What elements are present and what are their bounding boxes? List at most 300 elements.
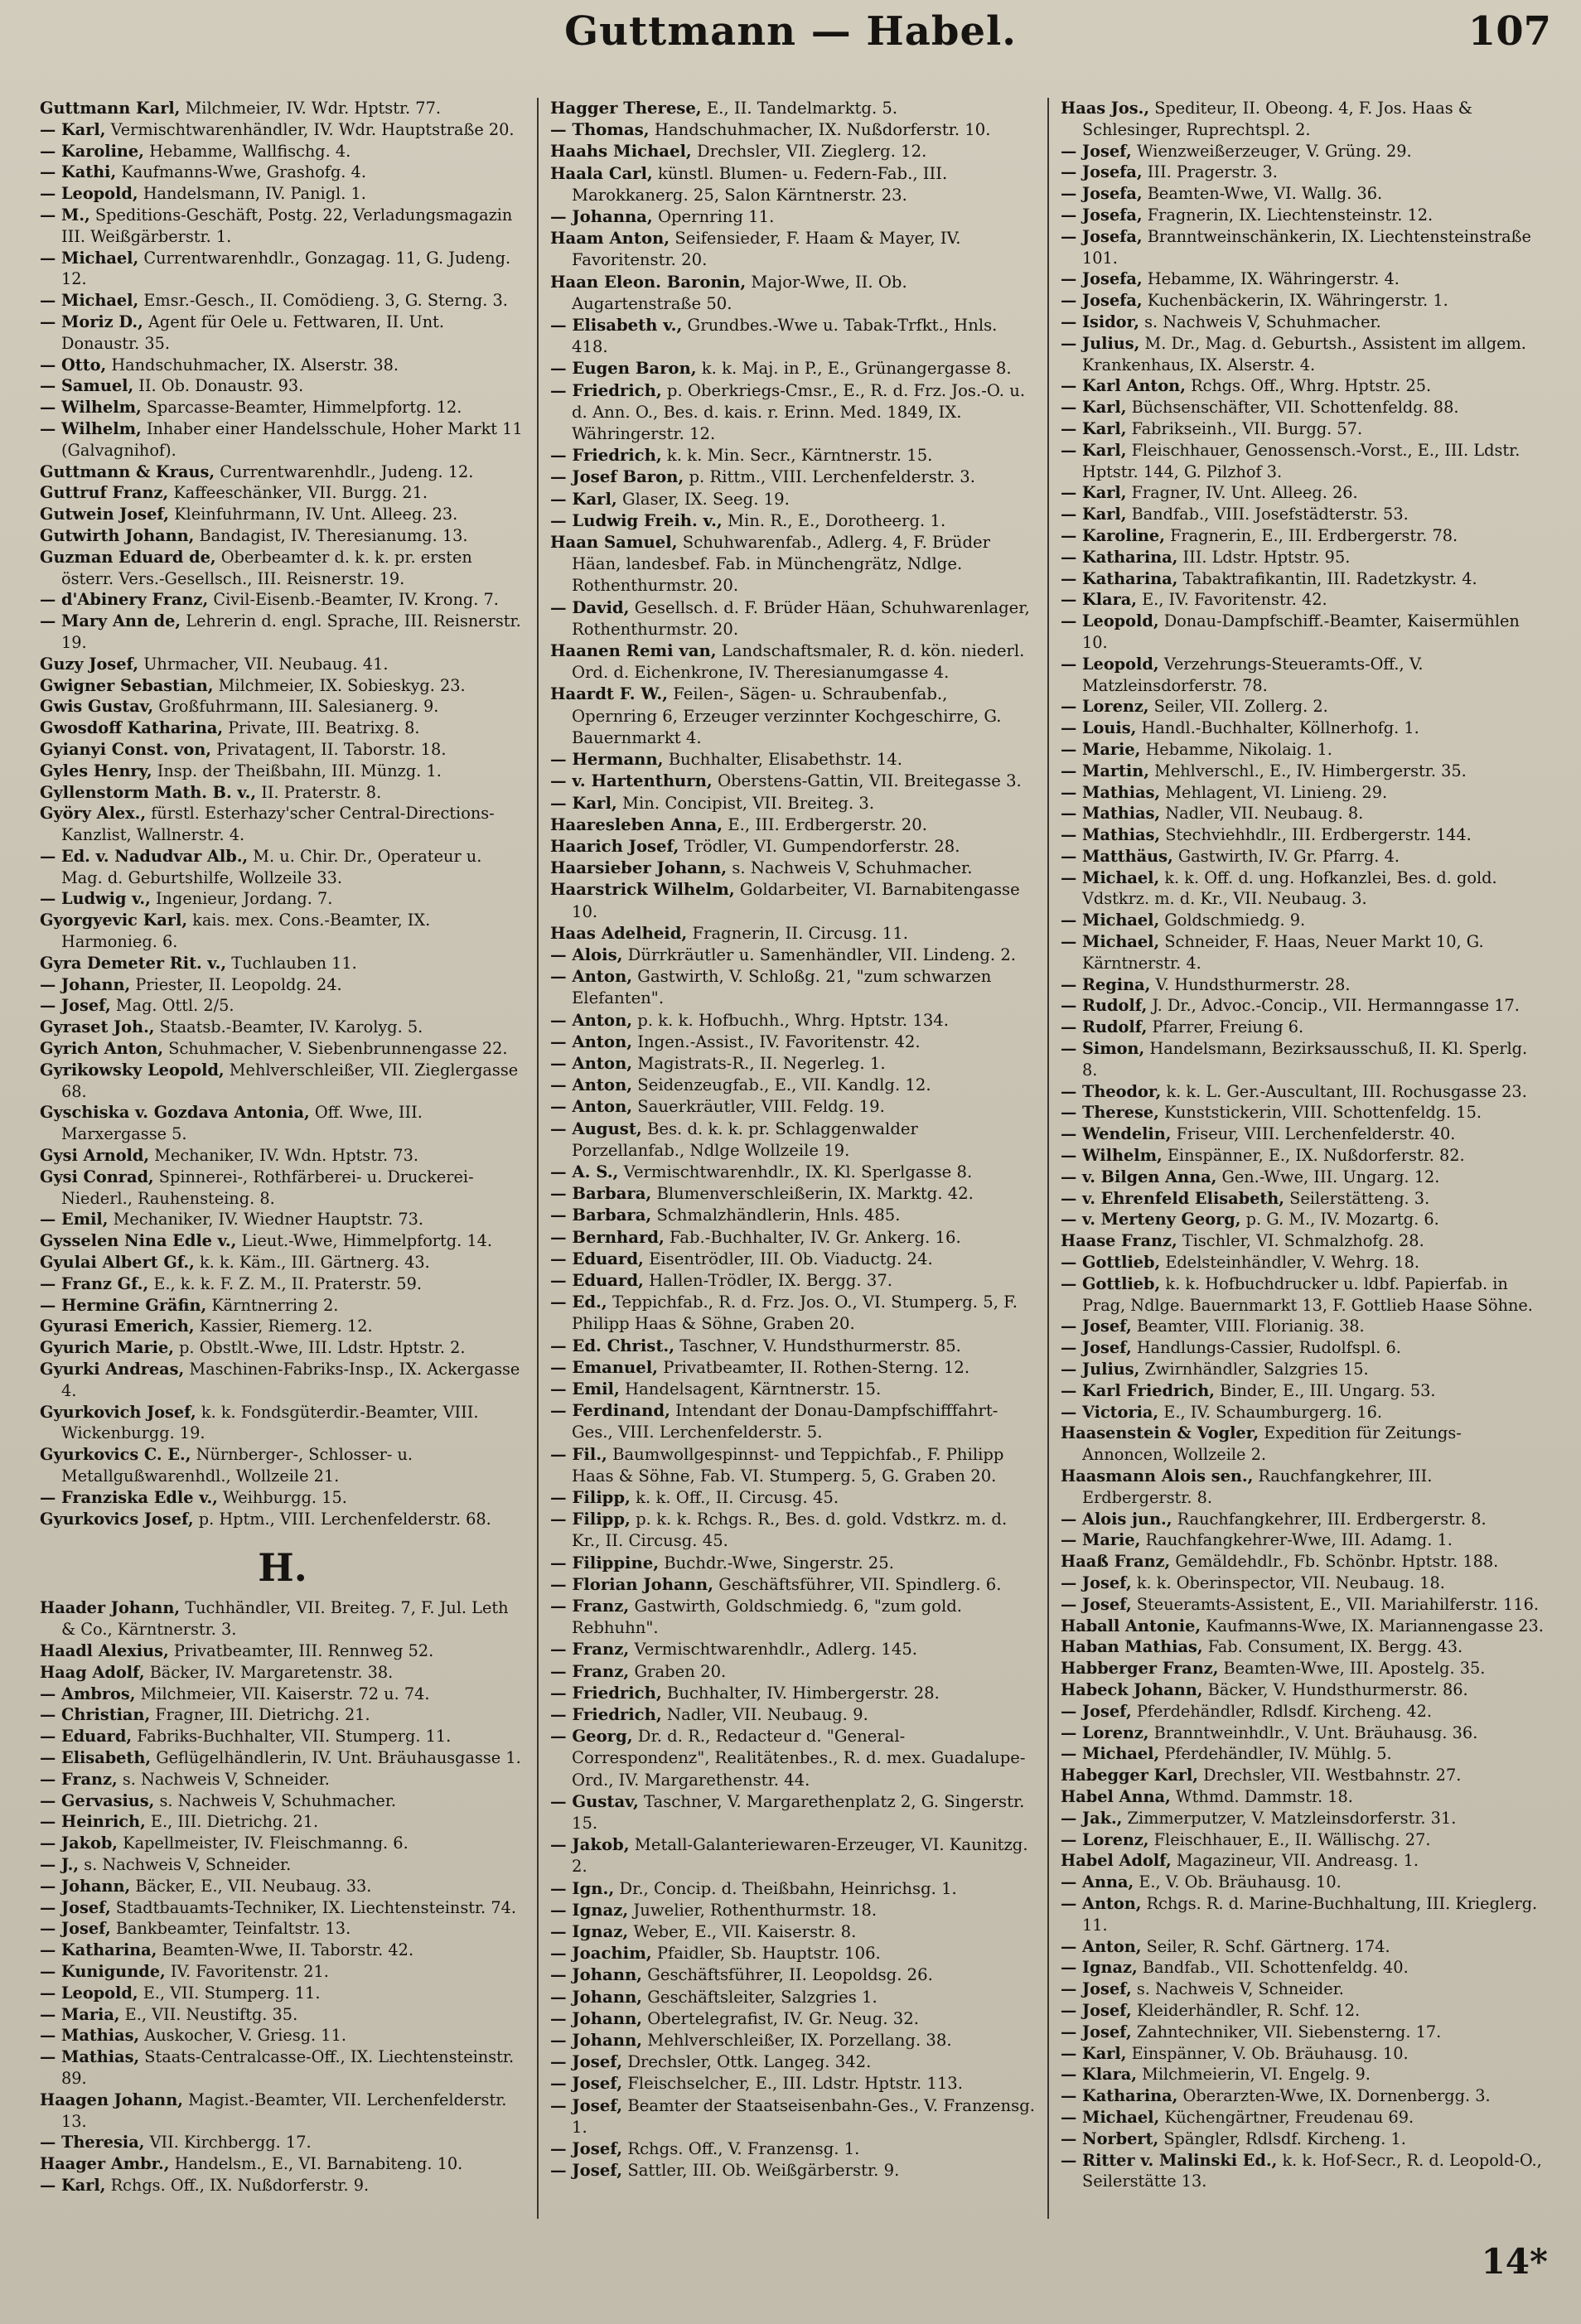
directory-entry xyxy=(40,953,525,974)
entry-detail: Kärntnerring 2. xyxy=(211,1295,339,1315)
entry-detail: Beamten-Wwe, III. Apostelg. 35. xyxy=(1223,1659,1486,1679)
entry-detail: V. Hundsthurmerstr. 28. xyxy=(1155,974,1351,994)
entry-detail: Fab. Consument, IX. Bergg. 43. xyxy=(1207,1637,1463,1657)
entry-name: — Thomas, xyxy=(550,120,650,140)
entry-detail: Emsr.-Gesch., II. Comödieng. 3, G. Sterng. 3. xyxy=(143,291,508,311)
directory-entry xyxy=(40,1273,525,1295)
entry-name: — M., xyxy=(40,205,90,225)
entry-detail: J. Dr., Advoc.-Concip., VII. Hermanngasse 17. xyxy=(1152,996,1520,1016)
entry-name: — Barbara, xyxy=(550,1205,652,1225)
entry-name: Haban Mathias, xyxy=(1061,1637,1203,1657)
entry-detail: Zahntechniker, VII. Siebensterng. 17. xyxy=(1136,2022,1442,2041)
directory-entry xyxy=(40,1747,525,1769)
directory-entry xyxy=(1061,1743,1546,1765)
entry-detail: Eisentrödler, III. Ob. Viaductg. 24. xyxy=(649,1249,933,1268)
entry-detail: Geschäftsführer, II. Leopoldsg. 26. xyxy=(647,1965,933,1985)
entry-name: — Ed., xyxy=(550,1292,607,1312)
entry-name: — Norbert, xyxy=(1061,2128,1159,2148)
entry-name: — Victoria, xyxy=(1061,1402,1159,1422)
entry-detail: Drechsler, Ottk. Langeg. 342. xyxy=(627,2052,872,2072)
entry-name: — Mathias, xyxy=(1061,804,1161,824)
entry-name: Gutwein Josef, xyxy=(40,505,170,524)
entry-name: — Josef, xyxy=(40,996,111,1016)
entry-name: Haadl Alexius, xyxy=(40,1640,169,1660)
directory-entry xyxy=(40,1897,525,1919)
directory-entry xyxy=(550,2051,1036,2073)
directory-entry xyxy=(1061,1145,1546,1167)
directory-entry xyxy=(1061,525,1546,547)
entry-name: — v. Hartenthurn, xyxy=(550,771,713,791)
entry-name: — Louis, xyxy=(1061,718,1137,738)
entry-detail: Priester, II. Leopoldg. 24. xyxy=(135,974,342,994)
entry-detail: Vermischtwarenhdlr., Adlerg. 145. xyxy=(634,1640,918,1660)
entry-name: — Josef, xyxy=(1061,1338,1132,1358)
entry-detail: Buchhalter, Elisabethstr. 14. xyxy=(668,750,902,770)
entry-name: — Fil., xyxy=(550,1444,607,1464)
entry-name: — Otto, xyxy=(40,355,107,374)
entry-detail: fürstl. Esterhazy'scher Central-Directions-Kanzlist, Wallnerstr. 4. xyxy=(61,804,495,845)
directory-entry xyxy=(40,1060,525,1103)
entry-name: — Emanuel, xyxy=(550,1357,658,1377)
directory-entry xyxy=(1061,1979,1546,2000)
directory-entry xyxy=(1061,1872,1546,1893)
directory-entry xyxy=(1061,1402,1546,1423)
entry-name: — Anton, xyxy=(550,1097,633,1117)
entry-name: — Joachim, xyxy=(550,1944,652,1964)
entry-detail: Bandfab., VII. Schottenfeldg. 40. xyxy=(1142,1958,1409,1978)
entry-name: — Anna, xyxy=(1061,1872,1134,1892)
entry-detail: k. k. Maj. in P., E., Grünangergasse 8. xyxy=(701,359,1012,379)
entry-name: — Josef, xyxy=(1061,1979,1132,1999)
entry-name: — Eduard, xyxy=(550,1270,644,1290)
directory-entry xyxy=(1061,1081,1546,1103)
entry-detail: Dürrkräutler u. Samenhändler, VII. Lindeng. 2. xyxy=(627,945,1017,964)
entry-name: — Mathias, xyxy=(40,2026,140,2046)
directory-entry xyxy=(40,654,525,675)
entry-detail: Off. Wwe, III. Marxergasse 5. xyxy=(61,1103,423,1144)
entry-detail: Fragner, IV. Unt. Alleeg. 26. xyxy=(1131,483,1358,503)
entry-detail: Staatsb.-Beamter, IV. Karolyg. 5. xyxy=(159,1017,423,1037)
directory-entry xyxy=(550,1791,1036,1834)
entry-detail: Oberstens-Gattin, VII. Breitegasse 3. xyxy=(717,771,1022,791)
entry-name: — Anton, xyxy=(1061,1893,1142,1913)
entry-detail: Ingenieur, Jordang. 7. xyxy=(156,889,333,909)
entry-name: Habegger Karl, xyxy=(1061,1766,1199,1785)
entry-detail: II. Praterstr. 8. xyxy=(261,782,382,802)
directory-entry xyxy=(1061,1893,1546,1936)
entry-detail: Gastwirth, Goldschmiedg. 6, "zum gold. Rebhuhn". xyxy=(572,1597,963,1638)
entry-name: Gyraset Joh., xyxy=(40,1017,155,1037)
directory-entry xyxy=(1061,1808,1546,1829)
entry-name: — Florian Johann, xyxy=(550,1574,713,1594)
entry-detail: p. k. k. Rchgs. R., Bes. d. gold. Vdstkrz. m. d. Kr., II. Circusg. 45. xyxy=(572,1510,1008,1551)
entry-detail: Intendant der Donau-Dampfschifffahrt-Ges., VIII. Lerchenfelderstr. 5. xyxy=(572,1401,998,1442)
directory-entry xyxy=(1061,824,1546,846)
section-letter: H. xyxy=(258,1545,307,1591)
directory-entry xyxy=(1061,1616,1546,1637)
entry-detail: E., VII. Stumperg. 11. xyxy=(143,1983,321,2003)
directory-entry xyxy=(1061,2000,1546,2022)
entry-name: — Johann, xyxy=(550,1965,643,1985)
entry-name: Haarich Josef, xyxy=(550,836,679,856)
entry-detail: Seiler, VII. Zollerg. 2. xyxy=(1153,697,1328,717)
entry-name: — Johanna, xyxy=(550,207,653,227)
entry-detail: E., V. Ob. Bräuhausg. 10. xyxy=(1139,1872,1342,1892)
entry-name: — Michael, xyxy=(1061,932,1160,952)
entry-detail: Tabaktrafikantin, III. Radetzkystr. 4. xyxy=(1182,568,1477,588)
directory-entry xyxy=(550,2160,1036,2181)
entry-name: — Josef Baron, xyxy=(550,467,684,487)
entry-name: Gwis Gustav, xyxy=(40,697,154,717)
entry-detail: Rauchfangkehrer, III. Erdbergerstr. 8. xyxy=(1177,1509,1487,1529)
entry-detail: E., IV. Schaumburgerg. 16. xyxy=(1163,1402,1383,1422)
entry-name: Gutwirth Johann, xyxy=(40,525,195,545)
entry-name: — Jakob, xyxy=(550,1835,630,1855)
entry-detail: Sattler, III. Ob. Weißgärberstr. 9. xyxy=(627,2161,900,2181)
directory-entry xyxy=(550,532,1036,597)
entry-name: — Ignaz, xyxy=(1061,1958,1138,1978)
entry-detail: Sparcasse-Beamter, Himmelpfortg. 12. xyxy=(146,398,462,418)
entry-name: Haasmann Alois sen., xyxy=(1061,1466,1254,1486)
entry-name: — Christian, xyxy=(40,1705,151,1725)
directory-entry xyxy=(40,355,525,376)
entry-detail: Gesellsch. d. F. Brüder Häan, Schuhwarenlager, Rothenthurmstr. 20. xyxy=(572,597,1030,639)
entry-name: Haahs Michael, xyxy=(550,142,692,162)
directory-entry xyxy=(1061,162,1546,183)
directory-entry xyxy=(1061,1658,1546,1679)
entry-detail: k. k. L. Ger.-Auscultant, III. Rochusgasse 23. xyxy=(1166,1081,1527,1101)
directory-entry xyxy=(1061,761,1546,782)
entry-name: — Karl, xyxy=(40,119,106,139)
entry-name: — Wendelin, xyxy=(1061,1124,1172,1144)
directory-entry xyxy=(1061,1551,1546,1573)
entry-name: Guttruf Franz, xyxy=(40,483,169,503)
entry-name: — Katharina, xyxy=(40,1940,157,1960)
directory-entry xyxy=(550,466,1036,488)
directory-entry xyxy=(1061,2128,1546,2150)
entry-name: — Johann, xyxy=(550,2008,643,2028)
entry-detail: Kapellmeister, IV. Fleischmanng. 6. xyxy=(123,1834,409,1853)
entry-detail: Fragnerin, II. Circusg. 11. xyxy=(692,923,908,943)
entry-detail: Fab.-Buchhalter, IV. Gr. Ankerg. 16. xyxy=(670,1227,961,1247)
entry-name: Gyorgyevic Karl, xyxy=(40,911,188,930)
entry-name: Haarstrick Wilhelm, xyxy=(550,880,735,900)
entry-detail: Magistrats-R., II. Negerleg. 1. xyxy=(637,1053,886,1073)
entry-detail: Bes. d. k. k. pr. Schlaggenwalder Porzellanfab., Ndlge Wollzeile 19. xyxy=(572,1119,918,1160)
entry-detail: Handl.-Buchhalter, Köllnerhofg. 1. xyxy=(1141,718,1419,738)
entry-detail: Oberarzten-Wwe, IX. Dornenbergg. 3. xyxy=(1182,2086,1491,2106)
directory-entry xyxy=(40,141,525,162)
page-header xyxy=(0,0,1581,91)
directory-entry xyxy=(550,163,1036,206)
directory-entry xyxy=(40,761,525,782)
entry-name: Gysi Arnold, xyxy=(40,1146,150,1166)
directory-entry xyxy=(1061,183,1546,205)
directory-entry xyxy=(40,1704,525,1726)
entry-detail: Taschner, V. Hundsthurmerstr. 85. xyxy=(679,1336,961,1355)
entry-detail: Milchmeier, IX. Sobieskyg. 23. xyxy=(218,675,466,695)
entry-detail: Seifensieder, F. Haam & Mayer, IV. Favoritenstr. 20. xyxy=(572,229,961,270)
entry-name: — Franziska Edle v., xyxy=(40,1487,218,1507)
entry-name: — Karl Anton, xyxy=(1061,376,1186,396)
entry-name: — Eduard, xyxy=(550,1249,644,1268)
entry-detail: Staats-Centralcasse-Off., IX. Liechtensteinstr. 89. xyxy=(61,2047,515,2088)
directory-entry xyxy=(40,2025,525,2046)
entry-name: — Filipp, xyxy=(550,1510,631,1529)
directory-entry xyxy=(1061,739,1546,761)
entry-name: — J., xyxy=(40,1854,80,1874)
directory-entry xyxy=(1061,1936,1546,1958)
entry-detail: k. k. Off., II. Circusg. 45. xyxy=(636,1488,839,1507)
directory-entry xyxy=(550,358,1036,379)
entry-name: Gyrich Anton, xyxy=(40,1039,164,1059)
entry-name: Gyulai Albert Gf., xyxy=(40,1253,195,1273)
directory-entry xyxy=(40,1209,525,1230)
entry-detail: Glaser, IX. Seeg. 19. xyxy=(621,489,790,509)
entry-detail: Handelsm., E., VI. Barnabiteng. 10. xyxy=(174,2154,463,2174)
directory-entry xyxy=(40,1854,525,1876)
entry-detail: Kleiderhändler, R. Schf. 12. xyxy=(1136,2000,1361,2020)
directory-entry xyxy=(1061,2085,1546,2107)
entry-detail: Blumenverschleißerin, IX. Marktg. 42. xyxy=(656,1184,974,1204)
directory-entry xyxy=(40,888,525,910)
entry-name: — Karl, xyxy=(550,489,617,509)
directory-entry xyxy=(550,1336,1036,1357)
entry-name: — Josef, xyxy=(1061,2022,1132,2041)
entry-detail: E., III. Erdbergerstr. 20. xyxy=(728,814,927,834)
entry-name: — Josefa, xyxy=(1061,205,1143,225)
entry-detail: Spediteur, II. Obeong. 4, F. Jos. Haas & Schlesinger, Ruprechtspl. 2. xyxy=(1082,99,1472,139)
entry-detail: Feilen-, Sägen- u. Schraubenfab., Opernring 6, Erzeuger verzinnter Kochgeschirre, G. Bauernmarkt 4. xyxy=(572,684,1002,747)
entry-detail: Beamter der Staatseisenbahn-Ges., V. Franzensg. 1. xyxy=(572,2095,1035,2137)
entry-detail: Juwelier, Rothenthurmstr. 18. xyxy=(633,1900,878,1920)
directory-entry xyxy=(1061,846,1546,867)
entry-detail: Mehlagent, VI. Linieng. 29. xyxy=(1165,782,1388,802)
directory-entry xyxy=(550,1900,1036,1921)
directory-entry xyxy=(550,489,1036,510)
entry-detail: Gastwirth, V. Schloßg. 21, "zum schwarzen Elefanten". xyxy=(572,967,992,1008)
directory-entry xyxy=(1061,1038,1546,1081)
directory-entry xyxy=(550,2138,1036,2160)
directory-entry xyxy=(1061,782,1546,804)
entry-detail: E., IV. Favoritenstr. 42. xyxy=(1142,590,1327,610)
entry-name: — Michael, xyxy=(40,291,139,311)
directory-entry xyxy=(40,547,525,590)
entry-name: Haagen Johann, xyxy=(40,2090,183,2109)
entry-name: — Klara, xyxy=(1061,2065,1137,2085)
directory-entry xyxy=(1061,1850,1546,1872)
entry-detail: Verzehrungs-Steueramts-Off., V. Matzleinsdorferstr. 78. xyxy=(1082,654,1424,695)
directory-entry xyxy=(1061,440,1546,483)
entry-detail: Maschinen-Fabriks-Insp., IX. Ackergasse 4. xyxy=(61,1360,520,1400)
entry-name: — Mathias, xyxy=(1061,825,1161,845)
directory-entry xyxy=(1061,1829,1546,1851)
directory-entry xyxy=(550,228,1036,271)
entry-name: — Friedrich, xyxy=(550,1705,662,1725)
entry-name: Haader Johann, xyxy=(40,1598,181,1618)
entry-name: — Josef, xyxy=(550,2161,623,2181)
directory-entry xyxy=(550,1032,1036,1053)
entry-name: — Alois, xyxy=(550,945,623,964)
directory-entry xyxy=(550,858,1036,879)
directory-entry xyxy=(40,2046,525,2090)
entry-name: Hagger Therese, xyxy=(550,99,702,118)
directory-entry xyxy=(40,739,525,761)
entry-detail: Min. Concipist, VII. Breiteg. 3. xyxy=(621,793,875,813)
directory-entry xyxy=(550,2073,1036,2094)
entry-name: — Karl, xyxy=(550,793,617,813)
entry-detail: Obertelegrafist, IV. Gr. Neug. 32. xyxy=(647,2008,919,2028)
directory-entry xyxy=(40,2090,525,2133)
entry-detail: Schuhmacher, V. Siebenbrunnengasse 22. xyxy=(168,1039,508,1059)
directory-entry xyxy=(550,1292,1036,1335)
directory-entry xyxy=(550,1683,1036,1704)
directory-entry xyxy=(40,1487,525,1509)
entry-name: Guzy Josef, xyxy=(40,654,139,674)
directory-entry xyxy=(550,793,1036,814)
directory-entry xyxy=(40,1811,525,1833)
directory-entry xyxy=(1061,226,1546,269)
directory-entry xyxy=(40,611,525,654)
entry-name: — Julius, xyxy=(1061,1360,1140,1379)
entry-name: — v. Bilgen Anna, xyxy=(1061,1167,1217,1186)
entry-name: Haarsieber Johann, xyxy=(550,858,728,878)
entry-detail: Mehlverschleißer, VII. Zieglergasse 68. xyxy=(61,1060,519,1101)
directory-entry xyxy=(1061,312,1546,333)
entry-detail: Trödler, VI. Gumpendorferstr. 28. xyxy=(684,836,960,856)
entry-detail: Insp. der Theißbahn, III. Münzg. 1. xyxy=(157,761,442,780)
entry-detail: Lieut.-Wwe, Himmelpfortg. 14. xyxy=(241,1231,493,1251)
entry-detail: Fabriks-Buchhalter, VII. Stumperg. 11. xyxy=(137,1727,452,1747)
entry-name: — Franz, xyxy=(40,1769,118,1789)
entry-name: — Josef, xyxy=(1061,141,1132,161)
entry-name: — Johann, xyxy=(40,1876,131,1896)
directory-entry xyxy=(1061,1529,1546,1551)
directory-entry xyxy=(40,1402,525,1445)
entry-detail: Handlungs-Cassier, Rudolfspl. 6. xyxy=(1136,1338,1401,1358)
directory-entry xyxy=(40,525,525,547)
directory-entry xyxy=(550,1400,1036,1443)
entry-name: — Emil, xyxy=(550,1379,620,1399)
entry-detail: Kunststickerin, VIII. Schottenfeldg. 15. xyxy=(1164,1103,1482,1123)
entry-detail: Nürnberger-, Schlosser- u. Metallgußwarenhdl., Wollzeile 21. xyxy=(61,1445,413,1486)
entry-detail: k. k. Hof-Secr., R. d. Leopold-O., Seilerstätte 13. xyxy=(1082,2150,1542,2191)
directory-entry xyxy=(40,717,525,739)
entry-name: Gyurkovics C. E., xyxy=(40,1445,191,1465)
entry-name: — Simon, xyxy=(1061,1039,1145,1059)
directory-entry xyxy=(550,945,1036,966)
entry-detail: Dr. d. R., Redacteur d. "General-Correspondenz", Realitätenbes., R. d. mex. Guadalupe-Ord., IV. Margarethenstr. 44. xyxy=(572,1727,1026,1790)
entry-name: Gysselen Nina Edle v., xyxy=(40,1231,237,1251)
directory-entry xyxy=(550,879,1036,922)
entry-name: — Friedrich, xyxy=(550,1683,662,1703)
entry-detail: k. k. Off. d. ung. Hofkanzlei, Bes. d. gold. Vdstkrz. m. d. Kr., VII. Neubaug. 3. xyxy=(1082,867,1497,909)
directory-entry xyxy=(1061,290,1546,312)
directory-entry xyxy=(40,1876,525,1897)
directory-entry xyxy=(40,1145,525,1167)
entry-name: — Filippine, xyxy=(550,1553,660,1573)
entry-name: Gyurkovics Josef, xyxy=(40,1509,194,1529)
entry-detail: Schmalzhändlerin, Hnls. 485. xyxy=(656,1205,901,1225)
entry-name: — Moriz D., xyxy=(40,312,143,331)
entry-name: — Mathias, xyxy=(40,2047,140,2067)
directory-entry xyxy=(1061,1679,1546,1701)
directory-entry xyxy=(1061,1167,1546,1188)
entry-detail: Buchhalter, IV. Himbergerstr. 28. xyxy=(666,1683,940,1703)
entry-name: Gwigner Sebastian, xyxy=(40,675,214,695)
entry-name: — Ludwig Freih. v., xyxy=(550,510,723,530)
directory-entry xyxy=(1061,803,1546,824)
entry-name: Guttmann Karl, xyxy=(40,99,181,118)
entry-detail: Magazineur, VII. Andreasg. 1. xyxy=(1176,1851,1419,1871)
directory-entry xyxy=(550,1596,1036,1639)
directory-entry xyxy=(40,1833,525,1854)
entry-name: — Ignaz, xyxy=(550,1922,629,1942)
entry-name: Haaß Franz, xyxy=(1061,1552,1171,1572)
entry-detail: Binder, E., III. Ungarg. 53. xyxy=(1220,1380,1436,1400)
entry-name: — Ignaz, xyxy=(550,1900,629,1920)
entry-name: — Eduard, xyxy=(40,1727,133,1747)
directory-entry xyxy=(550,1379,1036,1400)
directory-entry xyxy=(40,1790,525,1812)
entry-name: Guttmann & Kraus, xyxy=(40,461,215,481)
entry-name: — August, xyxy=(550,1119,642,1138)
entry-detail: Hallen-Trödler, IX. Bergg. 37. xyxy=(649,1270,893,1290)
directory-entry xyxy=(40,248,525,291)
directory-entry xyxy=(40,1102,525,1145)
entry-name: — Ritter v. Malinski Ed., xyxy=(1061,2150,1278,2170)
entry-detail: E., VII. Neustiftg. 35. xyxy=(124,2004,298,2024)
entry-name: — Lorenz, xyxy=(1061,697,1149,717)
directory-entry xyxy=(1061,1123,1546,1145)
entry-detail: Graben 20. xyxy=(634,1661,727,1681)
entry-name: — Josef, xyxy=(550,2074,623,2094)
entry-name: — Kathi, xyxy=(40,162,117,182)
entry-name: — Jak., xyxy=(1061,1808,1123,1828)
directory-entry xyxy=(1061,589,1546,611)
entry-name: — Alois jun., xyxy=(1061,1509,1172,1529)
entry-detail: Mag. Ottl. 2/5. xyxy=(115,996,234,1016)
entry-name: — Therese, xyxy=(1061,1103,1159,1123)
entry-detail: s. Nachweis V, Schneider. xyxy=(1136,1979,1344,1999)
directory-entry xyxy=(550,510,1036,532)
entry-name: — Josef, xyxy=(550,2095,623,2115)
entry-detail: Dr., Concip. d. Theißbahn, Heinrichsg. 1. xyxy=(619,1878,957,1898)
entry-detail: Einspänner, E., IX. Nußdorferstr. 82. xyxy=(1167,1146,1465,1166)
directory-entry xyxy=(550,2095,1036,2138)
entry-name: — Maria, xyxy=(40,2004,120,2024)
entry-name: — d'Abinery Franz, xyxy=(40,590,209,610)
entry-name: Gyianyi Const. von, xyxy=(40,739,211,759)
entry-name: — Ludwig v., xyxy=(40,889,151,909)
directory-entry xyxy=(1061,397,1546,418)
entry-name: — Franz, xyxy=(550,1597,630,1616)
entry-detail: Milchmeier, IV. Wdr. Hptstr. 77. xyxy=(185,99,441,118)
directory-entry xyxy=(40,1230,525,1252)
entry-name: — Bernhard, xyxy=(550,1227,665,1247)
directory-entry xyxy=(40,1662,525,1684)
entry-detail: Geschäftsführer, VII. Spindlerg. 6. xyxy=(718,1574,1002,1594)
directory-entry xyxy=(1061,2064,1546,2085)
directory-entry xyxy=(40,290,525,312)
entry-name: — Samuel, xyxy=(40,376,134,396)
directory-entry xyxy=(40,1295,525,1317)
entry-name: Habel Anna, xyxy=(1061,1786,1171,1806)
directory-entry xyxy=(40,1983,525,2004)
entry-name: — Josef, xyxy=(40,1919,111,1939)
entry-name: — Josefa, xyxy=(1061,291,1143,311)
entry-detail: s. Nachweis V, Schneider. xyxy=(122,1769,330,1789)
